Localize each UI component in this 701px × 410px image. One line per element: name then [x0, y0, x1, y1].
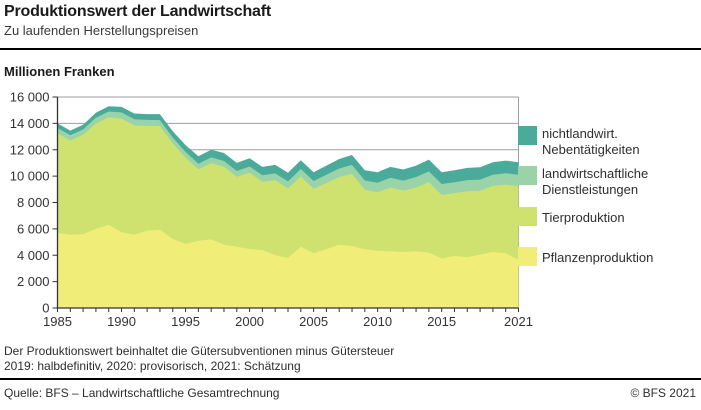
legend-label-line: Nebentätigkeiten: [542, 141, 640, 157]
svg-text:0: 0: [42, 300, 50, 316]
legend-swatch-tierproduktion: [518, 207, 537, 226]
legend-swatch-dienstleistungen: [518, 166, 537, 185]
legend-label-nebentaetigkeiten: [542, 126, 640, 157]
svg-text:16 000: 16 000: [9, 89, 50, 105]
page-title: Produktionswert der Landwirtschaft: [4, 3, 272, 20]
footer-divider: [0, 378, 701, 380]
svg-text:2015: 2015: [427, 314, 457, 329]
svg-text:2 000: 2 000: [16, 274, 50, 290]
legend-label-line: Tierproduktion: [542, 210, 625, 225]
legend-item-pflanzenproduktion: [518, 247, 653, 266]
svg-text:12 000: 12 000: [9, 142, 50, 158]
svg-text:2005: 2005: [299, 314, 329, 329]
svg-text:10 000: 10 000: [9, 168, 50, 184]
legend-label-line: Dienstleistungen: [542, 181, 639, 197]
svg-text:4 000: 4 000: [16, 247, 50, 263]
copyright-text: © BFS 2021: [630, 386, 696, 400]
legend-label-line: Pflanzenproduktion: [542, 250, 654, 265]
legend-item-nebentaetigkeiten: [518, 126, 640, 157]
svg-text:6 000: 6 000: [16, 221, 50, 237]
legend-swatch-pflanzenproduktion: [518, 247, 537, 266]
legend-swatch-nebentaetigkeiten: [518, 126, 537, 145]
legend-label-pflanzenproduktion: [542, 247, 653, 266]
legend-item-dienstleistungen: [518, 166, 648, 197]
svg-text:8 000: 8 000: [16, 195, 50, 210]
legend-label-tierproduktion: [542, 207, 625, 226]
svg-text:2000: 2000: [235, 314, 265, 329]
svg-text:14 000: 14 000: [9, 115, 50, 131]
svg-text:2010: 2010: [363, 314, 393, 329]
svg-text:1985: 1985: [43, 314, 72, 329]
legend-label-dienstleistungen: [542, 166, 648, 197]
svg-text:2021: 2021: [504, 314, 533, 329]
footnote-status: 2019: halbdefinitiv, 2020: provisorisch, 2021: Schätzung: [4, 359, 301, 373]
page-subtitle: Zu laufenden Herstellungspreisen: [4, 23, 199, 38]
legend-item-tierproduktion: [518, 207, 625, 226]
source-row: [0, 386, 701, 400]
svg-text:1990: 1990: [107, 314, 136, 329]
legend-label-line: landwirtschaftliche: [542, 166, 649, 181]
legend-label-line: nichtlandwirt.: [542, 126, 618, 141]
y-axis-unit-label: Millionen Franken: [4, 64, 115, 79]
svg-text:1995: 1995: [171, 314, 201, 329]
source-text: Quelle: BFS – Landwirtschaftliche Gesamtrechnung: [4, 386, 280, 400]
footnote-definition: Der Produktionswert beinhaltet die Gütersubventionen minus Gütersteuer: [4, 344, 395, 358]
